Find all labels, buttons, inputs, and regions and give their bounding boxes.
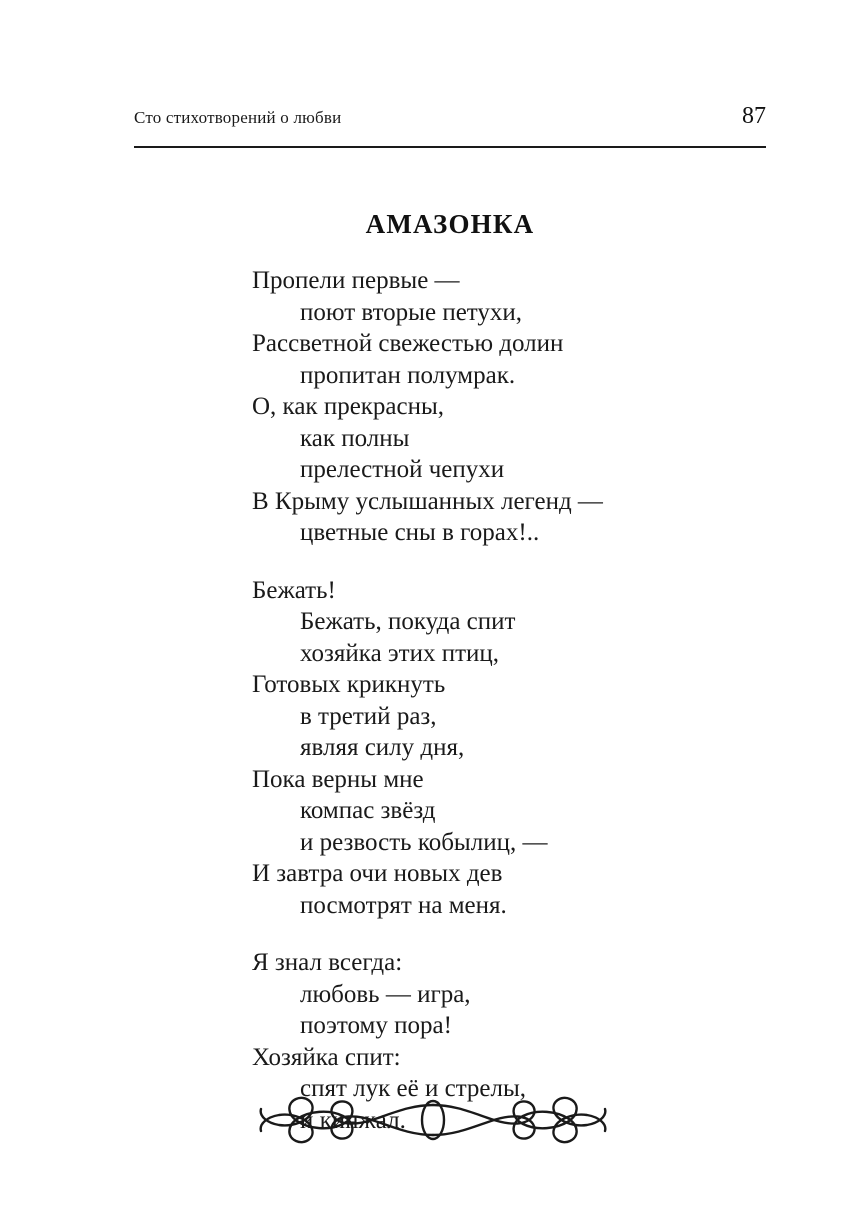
header-rule xyxy=(134,146,766,148)
poem-line: спят лук её и стрелы, xyxy=(300,1075,527,1102)
poem-line: Бежать, покуда спит xyxy=(300,608,516,635)
poem-line: И завтра очи новых дев xyxy=(252,860,503,887)
running-title: Сто стихотворений о любви xyxy=(134,108,342,127)
poem-line: хозяйка этих птиц, xyxy=(300,639,500,667)
poem-line: В Крыму услышанных легенд — xyxy=(252,487,603,515)
page-header xyxy=(134,103,766,130)
poem-body xyxy=(252,265,812,1162)
poem-line: Готовых крикнуть xyxy=(252,671,446,698)
poem-stanza xyxy=(252,265,812,549)
poem-stanza xyxy=(252,575,812,922)
poem-line: являя силу дня, xyxy=(300,734,465,761)
poem-line: и кинжал. xyxy=(300,1106,406,1134)
poem-line: цветные сны в горах!.. xyxy=(300,519,540,546)
poem-line: и резвость кобылиц, — xyxy=(300,828,548,856)
poem-line: посмотрят на меня. xyxy=(300,891,507,919)
poem-line: поют вторые петухи, xyxy=(300,298,523,326)
poem-line: поэтому пора! xyxy=(300,1012,452,1039)
poem-line: компас звёзд xyxy=(300,797,436,824)
poem-line: Бежать! xyxy=(252,576,336,604)
poem-line: О, как прекрасны, xyxy=(252,393,445,420)
flourish-divider-icon xyxy=(243,1085,623,1155)
poem-line: Пока верны мне xyxy=(252,765,424,793)
poem-line: Пропели первые — xyxy=(252,267,460,294)
page-number: 87 xyxy=(742,103,766,129)
poem-line: пропитан полумрак. xyxy=(300,361,516,389)
poem-line: прелестной чепухи xyxy=(300,456,505,483)
poem-line: как полны xyxy=(300,424,410,452)
poem-line: Хозяйка спит: xyxy=(252,1043,401,1071)
ornament-divider xyxy=(0,1085,866,1155)
poem-title: АМАЗОНКА xyxy=(365,209,535,239)
poem-line: в третий раз, xyxy=(300,702,437,730)
poem-line: любовь — игра, xyxy=(300,980,471,1008)
poem-line: Я знал всегда: xyxy=(252,949,403,976)
poem-line: Рассветной свежестью долин xyxy=(252,330,564,357)
